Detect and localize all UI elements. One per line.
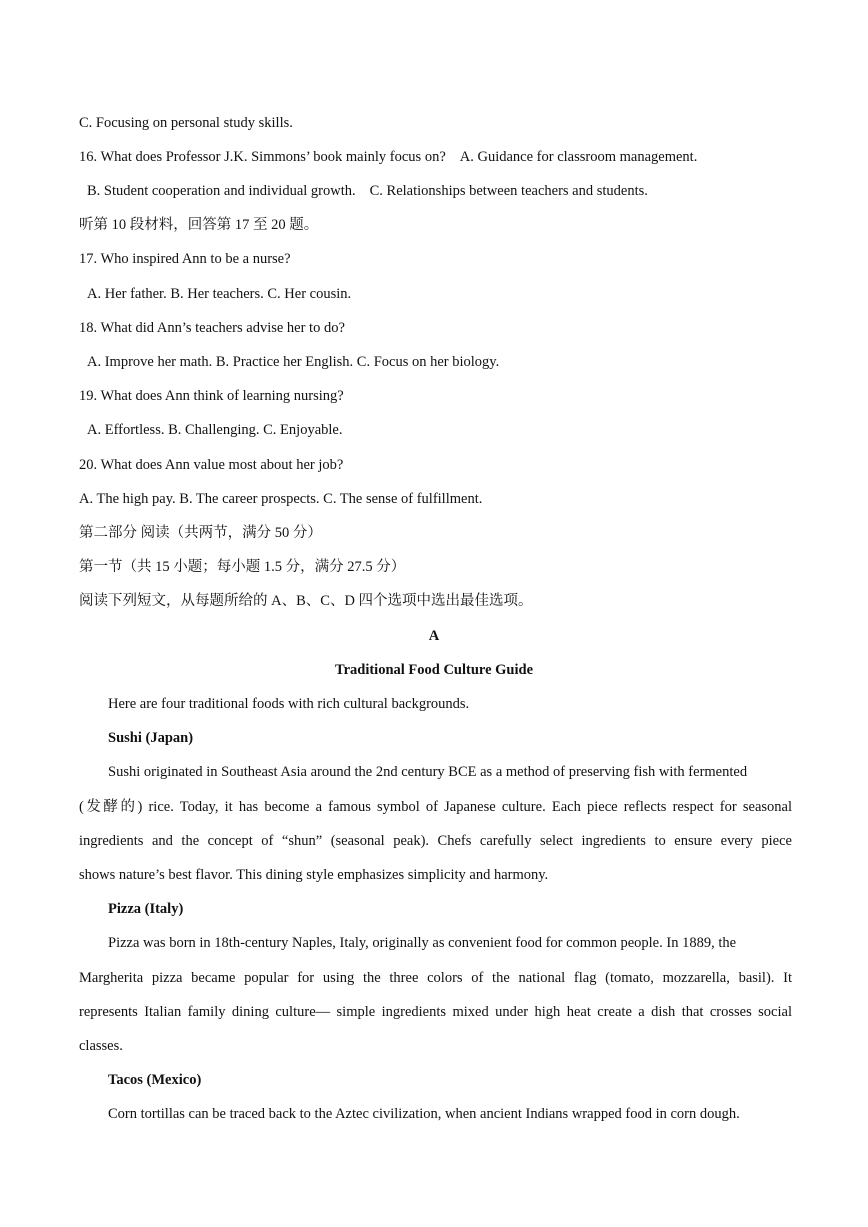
q17-options: A. Her father. B. Her teachers. C. Her cousin. — [87, 286, 352, 302]
q20-question: 20. What does Ann value most about her job? — [79, 457, 344, 473]
passage-letter: A — [428, 628, 440, 644]
q16-option-b: B. Student cooperation and individual growth. — [87, 183, 356, 199]
reading-instructions: 阅读下列短文，从每题所给的 A、B、C、D 四个选项中选出最佳选项。 — [79, 593, 533, 609]
tacos-heading: Tacos (Mexico) — [108, 1072, 202, 1088]
q18-options: A. Improve her math. B. Practice her English. C. Focus on her biology. — [87, 354, 500, 370]
q15-option-c: C. Focusing on personal study skills. — [79, 115, 293, 131]
sushi-line: shows nature’s best flavor. This dining style emphasizes simplicity and harmony. — [79, 867, 549, 883]
sushi-line: (发酵的) rice. Today, it has become a famous symbol of Japanese culture. Each piece reflects respect for seasonal — [79, 799, 792, 815]
section10-intro: 听第 10 段材料，回答第 17 至 20 题。 — [79, 217, 319, 233]
q16-line — [79, 147, 697, 167]
pizza-line: classes. — [79, 1038, 123, 1054]
q16-option-a: A. Guidance for classroom management. — [459, 149, 698, 165]
passage-title: Traditional Food Culture Guide — [334, 662, 534, 678]
sushi-line: ingredients and the concept of “shun” (seasonal peak). Chefs carefully select ingredients to ensure every piece — [79, 833, 792, 849]
sushi-line: Sushi originated in Southeast Asia around the 2nd century BCE as a method of preserving fish with fermented — [108, 764, 748, 780]
q19-options: A. Effortless. B. Challenging. C. Enjoyable. — [87, 422, 343, 438]
pizza-line: Pizza was born in 18th-century Naples, Italy, originally as convenient food for common people. In 1889, the — [108, 935, 737, 951]
q16-question: 16. What does Professor J.K. Simmons’ book mainly focus on? — [79, 149, 446, 165]
q19-question: 19. What does Ann think of learning nursing? — [79, 388, 344, 404]
q17-question: 17. Who inspired Ann to be a nurse? — [79, 251, 291, 267]
part-two-heading: 第二部分 阅读（共两节，满分 50 分） — [79, 525, 322, 541]
pizza-line: Margherita pizza became popular for using the three colors of the national flag (tomato, mozzarella, basil). It — [79, 970, 792, 986]
tacos-line: Corn tortillas can be traced back to the Aztec civilization, when ancient Indians wrapped food in corn dough. — [108, 1106, 740, 1122]
sushi-heading: Sushi (Japan) — [108, 730, 194, 746]
section-one-heading: 第一节（共 15 小题；每小题 1.5 分，满分 27.5 分） — [79, 559, 406, 575]
q20-options: A. The high pay. B. The career prospects. C. The sense of fulfillment. — [79, 491, 483, 507]
q16-options-line — [87, 181, 648, 201]
pizza-line: represents Italian family dining culture— simple ingredients mixed under high heat create a dish that crosses social — [79, 1004, 792, 1020]
q16-option-c: C. Relationships between teachers and students. — [369, 183, 648, 199]
q18-question: 18. What did Ann’s teachers advise her to do? — [79, 320, 345, 336]
pizza-heading: Pizza (Italy) — [108, 901, 184, 917]
passage-intro: Here are four traditional foods with rich cultural backgrounds. — [108, 696, 470, 712]
